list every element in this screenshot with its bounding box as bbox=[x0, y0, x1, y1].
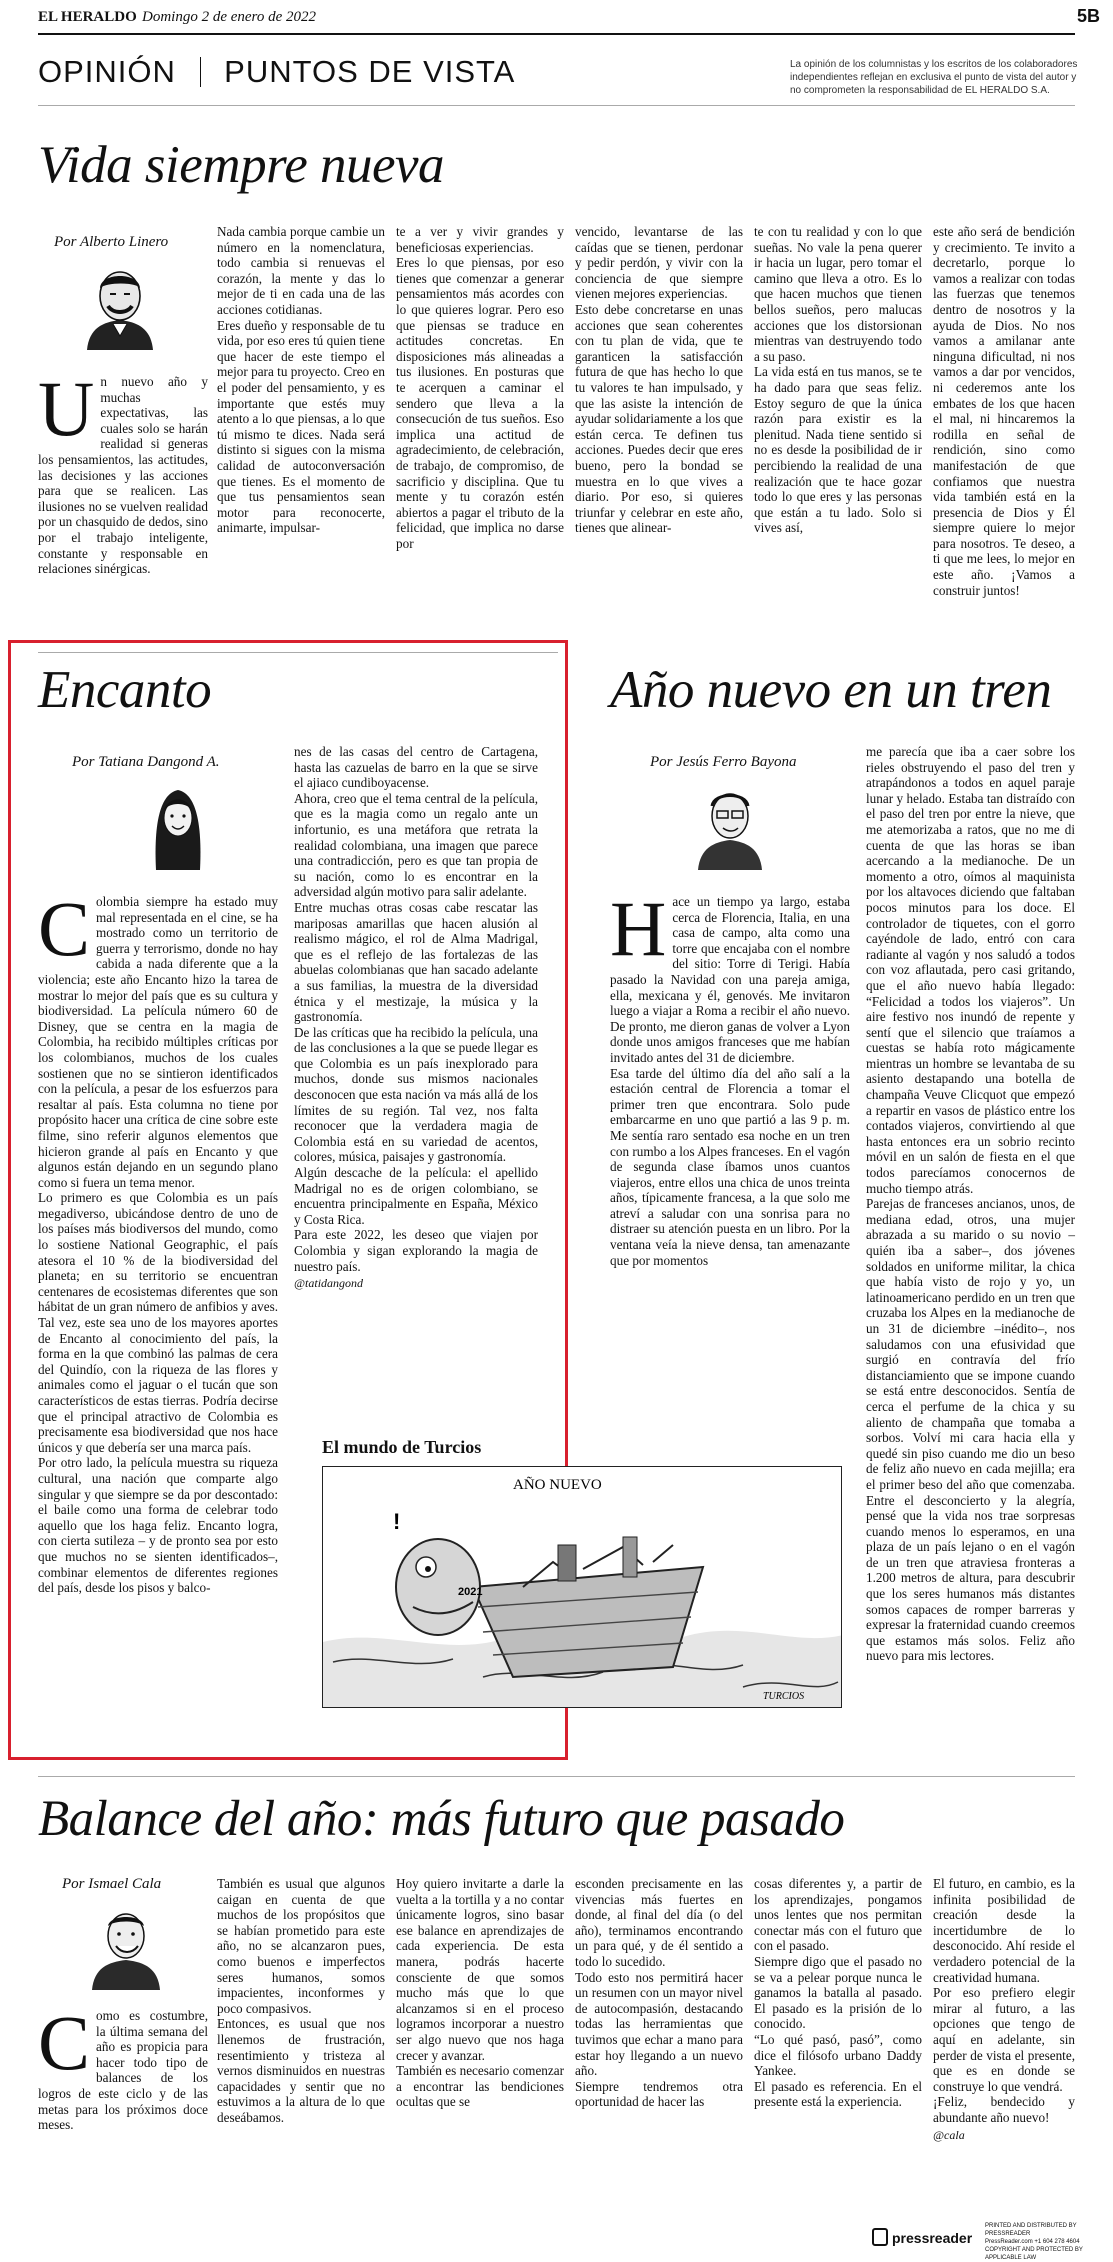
article4-text-5: cosas diferentes y, a partir de los aprendizajes, pongamos unos lentes que nos permitan conectar más con el futuro que con el pasado. Siempre digo que el pasado no se va a pelear porque nunca le ganamos la batalla al pasado. El pasado es la prisión de lo conocido. “Lo qué pasó, pasó”, como dice el filósofo urbano Daddy Yankee. El pasado es referencia. En el presente está la experiencia. bbox=[754, 1876, 922, 2110]
cartoon-exclaim-icon: ! bbox=[393, 1509, 401, 1534]
article1-col-5 bbox=[754, 224, 922, 538]
section-title bbox=[38, 54, 515, 90]
article1-text-2: Nada cambia porque cambie un número en la nomenclatura, todo cambia si renuevas el corazón, la mente y das lo mejor de ti en cada una de las acciones cotidianas. Eres dueño y responsable de tu vida, por eso eres tú quien tiene que hacer de este tiempo el mejor para tu proyecto. Creo en el poder del pensamiento, y es importante que estés muy atento a lo que piensas, a lo que tú mismo te dices. Nada será distinto si sigues con la misma calidad de autoconversación que tienes. Es el momento de que tus pensamientos sean motor para reconocerte, animarte, impulsar- bbox=[217, 224, 385, 536]
cartoon-heading: El mundo de Turcios bbox=[322, 1437, 482, 1457]
article4-col-4 bbox=[575, 1876, 743, 2112]
author-portrait-dangond bbox=[148, 780, 208, 870]
article2-top-rule bbox=[38, 652, 558, 653]
article2-col-2 bbox=[294, 744, 538, 1294]
article4-text-4: esconden precisamente en las vivencias más fuertes en donde, al final del día (o del año), terminamos encontrando un para qué, y de él sentido a todo lo sucedido. Todo esto nos permitirá hacer un resumen con un mayor nivel de autocompasión, destacando todas las herramientas que tuvimos que echar a mano para estar hoy llegando a un nuevo año. Siempre tendremos otra oportunidad de hacer las bbox=[575, 1876, 743, 2110]
article3-title: Año nuevo en un tren bbox=[610, 661, 1052, 719]
article4-col-1 bbox=[38, 1999, 208, 2135]
article1-col-6 bbox=[933, 224, 1075, 600]
section-rule bbox=[38, 105, 1075, 106]
article1-byline: Por Alberto Linero bbox=[54, 234, 169, 250]
article4-col-5 bbox=[754, 1876, 922, 2112]
page-number: 5B bbox=[1077, 6, 1101, 26]
article3-text-1: ace un tiempo ya largo, estaba cerca de Florencia, Italia, en una casa de campo, alta como una torre que encajaba con el nombre del sitio: Torre di Terigi. Había pasado la Navidad con una pareja amiga, ella, mexicana y él, genovés. Me invitaron luego a viajar a Roma a recibir el año nuevo. De pronto, me dieron ganas de volver a Lyon donde unos amigos franceses que me habían invitado antes del 31 de diciembre. Esa tarde del último día del año salí a la estación central de Florencia a tomar el primer tren que encontrara. Solo pude embarcarme en uno que partió a las 9 p. m. Me sentía raro sentado esa noche en un tren con rumbo a los Alpes franceses. En el vagón de segunda clase íbamos unos cuantos viajeros, entre ellos una chica de unos treinta años, típicamente francesa, a la que solo me atreví a saludar con una sonrisa para no distraer su atención puesta en un libro. Por la ventana veía la nieve densa, tan amenazante que por momentos bbox=[610, 894, 850, 1268]
paper-name: EL HERALDO bbox=[38, 9, 137, 25]
article3-dropcap: H bbox=[610, 885, 667, 972]
article4-dropcap: C bbox=[38, 1999, 91, 2086]
article4-text-1: omo es costumbre, la última semana del año es propicia para hacer todo tipo de balances de los logros de este ciclo y de las metas para los próximos doce meses. bbox=[38, 2008, 208, 2133]
cartoon-caption: AÑO NUEVO bbox=[513, 1477, 602, 1493]
article1-text-3: te a ver y vivir grandes y beneficiosas experiencias. Eres lo que piensas, por eso tienes que comenzar a generar pensamientos más acordes con lo que quieres lograr. Pero eso que piensas se traduce en actitudes concretas. En disposiciones más alineadas a tus ilusiones. En posturas que te acerquen a caminar el sendero que lleva a la consecución de tus sueños. Eso implica una actitud de agradecimiento, de celebración, de trabajo, de compromiso, de sacrificio y disciplina. Que tu mente y tu corazón estén abiertos a pagar el tributo de la felicidad, que implica no darse por bbox=[396, 224, 564, 551]
article4-top-rule bbox=[38, 1776, 1075, 1777]
article4-col-6 bbox=[933, 1876, 1075, 2145]
article1-col-4 bbox=[575, 224, 743, 538]
article1-col-3 bbox=[396, 224, 564, 553]
article2-handle: @tatidangond bbox=[294, 1276, 364, 1291]
article4-title: Balance del año: más futuro que pasado bbox=[38, 1791, 845, 1847]
article4-byline: Por Ismael Cala bbox=[62, 1876, 162, 1892]
author-portrait-ferro bbox=[690, 780, 770, 870]
article1-col-1 bbox=[38, 365, 208, 579]
article1-col-2 bbox=[217, 224, 385, 538]
section-divider bbox=[200, 57, 201, 87]
author-portrait-cala bbox=[86, 1900, 166, 1990]
cartoon-year: 2021 bbox=[458, 1586, 483, 1598]
masthead-rule bbox=[38, 33, 1075, 35]
article2-title: Encanto bbox=[38, 661, 212, 719]
article4-col-3 bbox=[396, 1876, 564, 2112]
article3-byline: Por Jesús Ferro Bayona bbox=[650, 754, 797, 770]
article2-text-1: olombia siempre ha estado muy mal representada en el cine, se ha mostrado como un territorio de guerra y terrorismo, donde no hay cabida a nada diferente que a la violencia; este año Encanto hizo la tarea de mostrar lo mejor del país que es su cultura y biodiversidad. La película número 60 de Disney, que se centra en la magia de Colombia, ha recibido múltiples críticas por los colombianos, muchos de los cuales sostienen que no se sintieron identificados con la película, a pesar de los esfuerzos para resaltar al país. Esta columna no tiene por propósito hacer una crítica de cine sobre este filme, sino referir algunos elementos que hicieron grande al país en Encanto y que algunos están dejando en un segundo plano como si fuera un tema menor. Lo primero es que Colombia es un país megadiverso, ubicándose dentro de uno de los países más biodiversos del mundo, como lo sostiene National Geographic, el país atesora el 10 % de la biodiversidad del planeta; en su territorio se encuentran centenares de ecosistemas diferentes que son hábitat de un gran número de anfibios y aves. Tal vez, este sea uno de los mayores aportes de Encanto al conocimiento del país, la forma en la que combinó las palmas de cera del Quindío, con la riqueza de las flores y animales como el jaguar o el tucán que son característicos de estas tierras. Podría decirse que el principal atractivo de Colombia es precisamente esa biodiversidad que nos hace únicos y que debería ser una marca país. Por otro lado, la película muestra su riqueza cultural, una nación que comparte algo singular y que siempre se da por descontado: el baile como una forma de celebrar todo aquello que los haga feliz. Encanto logra, con cierta sutileza – y de pronto sea por esto que muchos no se sienten identificados–, combinar elementos de diferentes regiones del país, desde los pisos y balco- bbox=[38, 894, 278, 1596]
article4-handle: @cala bbox=[933, 2127, 965, 2142]
article1-title: Vida siempre nueva bbox=[38, 136, 445, 194]
article1-text-6: este año será de bendición y crecimiento. Te invito a decretarlo, porque lo vamos a realizar con todas las fuerzas que tenemos dentro de nosotros y la ayuda de Dios. No nos vamos a amilanar ante ninguna dificultad, ni nos vamos a dar por vencidos, ni cederemos ante los embates de los que hacen el mal, ni hincaremos la rodilla en señal de rendición, sino como manifestación de que confiamos que nuestra vida también está en la presencia de Dios y Él siempre quiere lo mejor para nosotros. Te deseo, a ti que me lees, lo mejor en este año. ¡Vamos a construir juntos! bbox=[933, 224, 1075, 598]
article2-text-2: nes de las casas del centro de Cartagena, hasta las cazuelas de barro en la que se sirve el ajiaco cundiboyacense. Ahora, creo que el tema central de la película, que es la magia como un regalo ante un infortunio, es una metáfora que retrata la realidad colombiana, una imagen que parece una contradicción, pero es que tan propia de su nación, como lo es encontrar en la adversidad algún motivo para salir adelante. Entre muchas otras cosas cabe rescatar las mariposas amarillas que hacen alusión al realismo mágico, el rol de Alma Madrigal, que es el reflejo de las fortalezas de las abuelas colombianas que han sacado adelante a sus familias, la muestra de la diversidad étnica y el mestizaje, la música y la gastronomía. De las críticas que ha recibido la película, una de las conclusiones a la que se puede llegar es que Colombia es un país inexplorado para muchos, donde sus mismos nacionales desconocen que esta nación va más allá de los límites de su región. Tal vez, nos falta reconocer que la verdadera magia de Colombia está en su variedad de acentos, colores, música, paisajes y gastronomía. Algún descache de la película: el apellido Madrigal no es de origen colombiano, se encuentra principalmente en España, México y Costa Rica. Para este 2022, les deseo que viajen por Colombia y sigan explorando la magia de nuestro país. bbox=[294, 744, 538, 1274]
section-disclaimer: La opinión de los columnistas y los escritos de los colaboradores independientes reflejan en exclusiva el punto de vista del autor y no comprometen la responsabilidad de EL HERALDO S.A. bbox=[790, 59, 1078, 96]
author-portrait-linero bbox=[75, 258, 165, 350]
article1-text-4: vencido, levantarse de las caídas que se tienen, perdonar y pedir perdón, y vivir con la conciencia de que siempre vienen mejores experiencias. Esto debe concretarse en unas acciones que sean coherentes con tu plan de vida, que te garanticen la satisfacción futura de que has hecho lo que tu valores te han impulsado, y que las asiste la intención de ayudar solidariamente a los que están cerca. Te definen tus acciones. Puedes decir que eres bueno, pero la bondad se muestra en lo que vives a diario. Por eso, si quieres triunfar y celebrar en este año, tienes que alinear- bbox=[575, 224, 743, 536]
article3-text-2: me parecía que iba a caer sobre los rieles obstruyendo el paso del tren y atrapándonos a todos en aquel paraje lunar y helado. Estaba tan distraído con el paso del tren por entre la nieve, que me atemorizaba a ratos, que no me di cuenta de que las horas se iban acercando a la medianoche. De un momento a otro, oímos al maquinista por los altavoces diciendo que faltaban pocos minutos para los doce. El controlador de tiquetes, con el gorro cayéndole de lado, entró con cara radiante al vagón y nos saludó a todos con voz aflautada, pero casi gritando, que el año nuevo había llegado: “Felicidad a todos los viajeros”. Un aire festivo nos inundó de repente y sentí que el silencio que traíamos a cuestas se había roto mágicamente mientras un hombre se levantaba de su asiento destapando una botella de champaña Veuve Clicquot que empezó a repartir en vasos de plástico entre los contados viajeros, convirtiendo al que hasta entonces era un sobrio recinto móvil en un salón de fiesta en el que todos parecíamos conocernos de mucho tiempo atrás. Parejas de franceses ancianos, unos, de mediana edad, otros, una mujer abrazada a su marido o su novio –quién iba a saber–, dos jóvenes soldados en uniforme militar, la chica que había visto de rojo y yo, un latinoamericano perdido en un tren que cruzaba los Alpes en la medianoche de un 31 de diciembre –inédito–, nos saludamos con una efusividad que surgió en contravía del frío distanciamiento que se impone cuando se está entre desconocidos. Sentía de cerca el perfume de la chica y su aliento de champaña que tomaba a sorbos. Volví mi cara hacia ella y quedé sin piso cuando me dio un beso de feliz año nuevo en cada mejilla; era el primer beso del año que comenzaba. Entre el desconcierto y la alegría, pensé que la vida nos trae sorpresas cuando menos lo esperamos, en una plaza de un país lejano o en el vagón de un tren que atraviesa fronteras a 1.200 metros de altura, para descubrir que los seres humanos más distantes somos capaces de romper barreras y expresar la fraternidad cuando creemos que estamos más solos. Feliz año nuevo para mis lectores. bbox=[866, 744, 1075, 1664]
article3-col-1 bbox=[610, 885, 850, 1270]
article3-col-2 bbox=[866, 744, 1075, 1666]
pressreader-label: pressreader bbox=[892, 2230, 973, 2246]
article4-text-2: También es usual que algunos caigan en cuenta de que muchos de los propósitos que se habían prometido para este año, no se alcanzaron pues, como buenos e imperfectos seres humanos, somos impacientes, inconformes y poco compasivos. Entonces, es usual que nos llenemos de frustración, resentimiento y tristeza al vernos disminuidos en nuestras capacidades y sentir que no estuvimos a la altura de lo que deseábamos. bbox=[217, 1876, 385, 2125]
article4-col-2 bbox=[217, 1876, 385, 2128]
pressreader-icon bbox=[872, 2228, 888, 2246]
section-main: OPINIÓN bbox=[38, 54, 176, 89]
masthead bbox=[0, 0, 1113, 30]
article2-col-1 bbox=[38, 885, 278, 1598]
pressreader-logo[interactable] bbox=[872, 2228, 972, 2246]
article1-text-1: n nuevo año y muchas expectativas, las cuales solo se harán realidad si generas los pensamientos, las actitudes, las decisiones y las acciones para que se realicen. Las ilusiones no se vuelven realidad por un chasquido de dedos, sino por el trabajo inteligente, constante y responsable en relaciones sinérgicas. bbox=[38, 374, 208, 577]
article2-byline: Por Tatiana Dangond A. bbox=[72, 754, 220, 770]
section-sub: PUNTOS DE VISTA bbox=[224, 54, 516, 89]
cartoon-panel bbox=[322, 1466, 842, 1708]
article1-text-5: te con tu realidad y con lo que sueñas. No vale la pena querer ir hacia un lugar, pero tomar el camino que lleva a otro. Es lo que hacen muchos que tienen bellos sueños, pero malucas acciones que los distorsionan mientras van destruyendo todo a su paso. La vida está en tus manos, se te ha dado para que seas feliz. Estoy seguro de que la única razón para existir es la plenitud. Nada tiene sentido si no es desde la posibilidad de ir percibiendo la realidad de una realización que te hace gozar todo lo que eres y las personas que están a tu lado. Solo si vives así, bbox=[754, 224, 922, 536]
pressreader-small-print: PRINTED AND DISTRIBUTED BY PRESSREADER PressReader.com +1 604 278 4604 COPYRIGHT AND PROTECTED BY APPLICABLE LAW bbox=[985, 2223, 1083, 2261]
issue-date: Domingo 2 de enero de 2022 bbox=[142, 9, 316, 25]
cartoon-signature: TURCIOS bbox=[763, 1691, 805, 1702]
article2-dropcap: C bbox=[38, 885, 91, 972]
article4-text-6: El futuro, en cambio, es la infinita posibilidad de creación desde la incertidumbre de lo desconocido. Ahí reside el verdadero potencial de la creatividad humana. Por eso prefiero elegir mirar al futuro, a las opciones que tengo de aquí en adelante, sin perder de vista el presente, que es en donde se construye lo que vendrá. ¡Feliz, bendecido y abundante año nuevo! bbox=[933, 1876, 1075, 2125]
article4-text-3: Hoy quiero invitarte a darle la vuelta a la tortilla y a no contar únicamente logros, sino basar ese balance en aprendizajes de cada experiencia. De esta manera, podrás hacerte consciente de que somos mucho más que lo que alcanzamos si en el proceso logramos incorporar a nuestro ser algo nuevo que nos haga crecer y avanzar. También es necesario comenzar a encontrar las bendiciones ocultas que se bbox=[396, 1876, 564, 2110]
article1-dropcap: U bbox=[38, 365, 95, 452]
cartoon-drawing bbox=[323, 1467, 842, 1708]
